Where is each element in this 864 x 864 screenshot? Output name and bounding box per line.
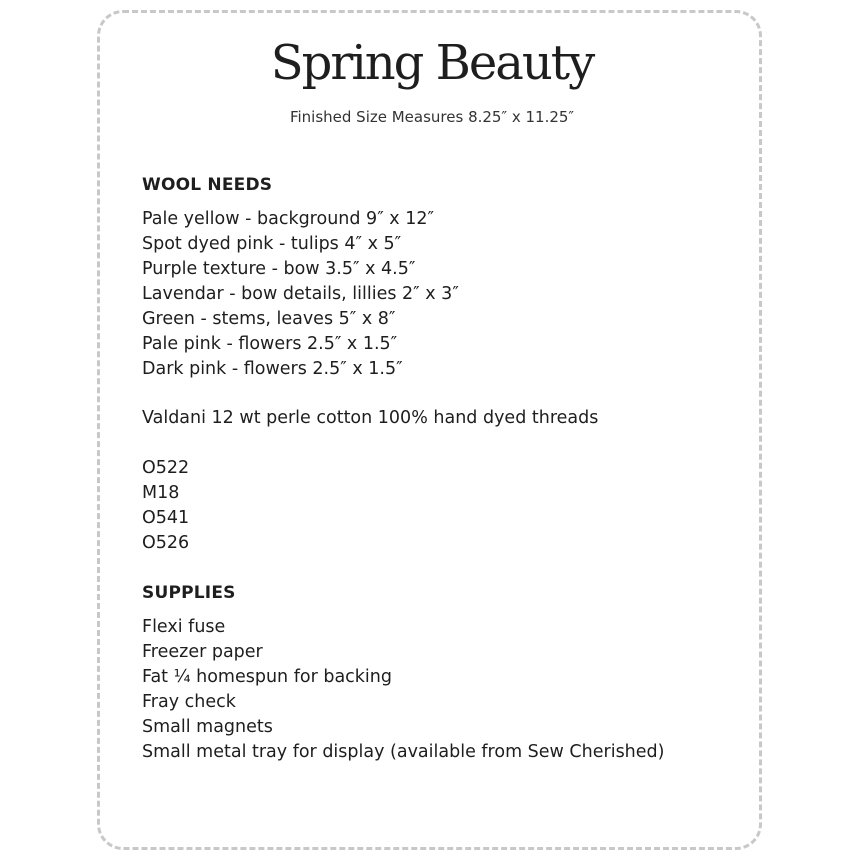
list-item: Small magnets	[142, 717, 273, 737]
list-item: Purple texture - bow 3.5″ x 4.5″	[142, 259, 416, 279]
list-item: O522	[142, 458, 190, 478]
supplies-heading: SUPPLIES	[142, 583, 236, 603]
list-item: Green - stems, leaves 5″ x 8″	[142, 309, 396, 329]
list-item: Small metal tray for display (available from Sew Cherished)	[142, 742, 665, 762]
list-item: O541	[142, 508, 190, 528]
list-item: Fat ¼ homespun for backing	[142, 667, 392, 687]
thread-note: Valdani 12 wt perle cotton 100% hand dyed threads	[142, 408, 599, 428]
list-item: Lavendar - bow details, lillies 2″ x 3″	[142, 284, 459, 304]
list-item: Pale yellow - background 9″ x 12″	[142, 209, 435, 229]
list-item: Freezer paper	[142, 642, 263, 662]
list-item: Fray check	[142, 692, 236, 712]
list-item: M18	[142, 483, 180, 503]
list-item: Dark pink - flowers 2.5″ x 1.5″	[142, 359, 403, 379]
list-item: Pale pink - flowers 2.5″ x 1.5″	[142, 334, 398, 354]
list-item: O526	[142, 533, 190, 553]
thread-codes-list	[142, 456, 189, 556]
supplies-list	[142, 615, 664, 765]
page-title: Spring Beauty	[270, 35, 594, 91]
list-item: Spot dyed pink - tulips 4″ x 5″	[142, 234, 402, 254]
wool-needs-list	[142, 207, 459, 382]
wool-needs-heading: WOOL NEEDS	[142, 175, 273, 195]
list-item: Flexi fuse	[142, 617, 226, 637]
finished-size: Finished Size Measures 8.25″ x 11.25″	[289, 108, 575, 126]
